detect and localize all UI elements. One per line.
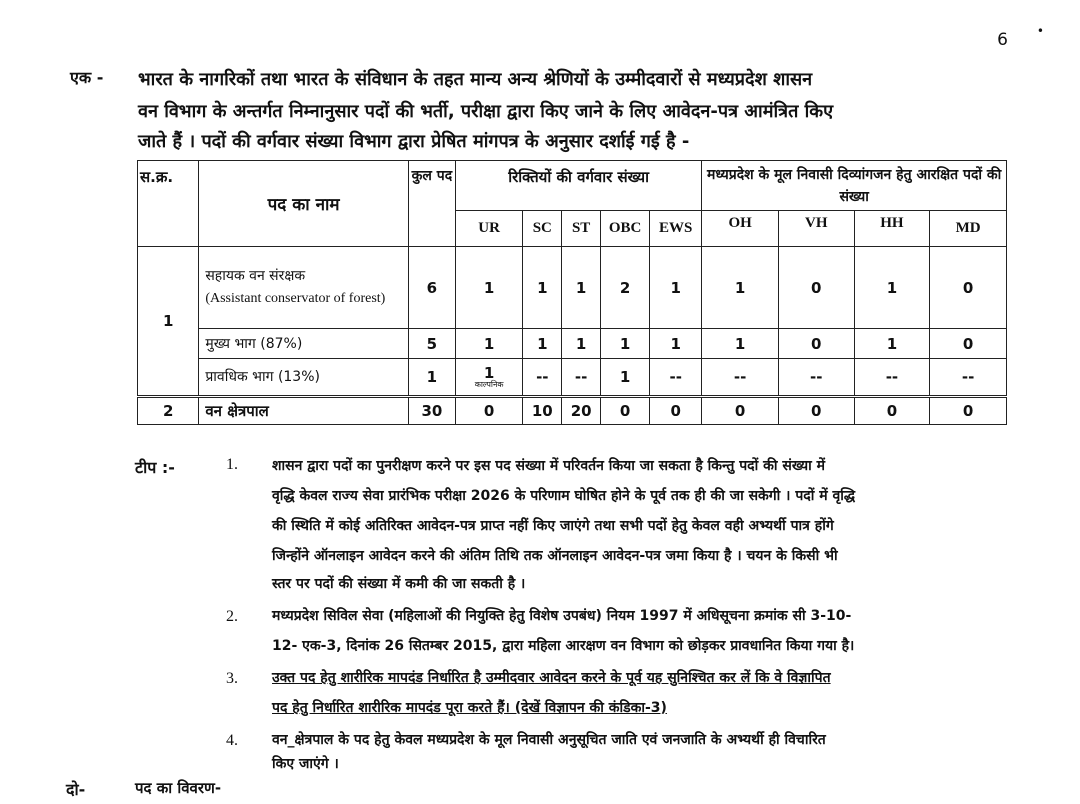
intro-line-2: वन विभाग के अन्तर्गत निम्नानुसार पदों की भर्ती, परीक्षा द्वारा किए जाने के लिए आवेदन-पत्र आमंत्रित किए [138,101,834,122]
cell-value: 2 [601,247,650,329]
table-row [138,247,1007,329]
header-disability-group: मध्यप्रदेश के मूल निवासी दिव्यांगजन हेतु आरक्षित पदों की संख्या [702,161,1007,211]
note-number: 3. [226,670,238,687]
header-st: ST [562,211,601,247]
cell-value: 1 [562,329,601,359]
row-total-technical: 1 [408,359,455,397]
cell-value: -- [523,359,562,397]
note-1-line-5: स्तर पर पदों की संख्या में कमी की जा सकती है । [272,576,526,592]
cell-value: -- [562,359,601,397]
cell-value: 1 [854,247,930,329]
note-number: 1. [226,456,238,473]
post-name-hi: सहायक वन संरक्षक [205,268,306,284]
note-4-line-1: वन_क्षेत्रपाल के पद हेतु केवल मध्यप्रदेश के मूल निवासी अनुसूचित जाति एवं जनजाति के अभ्यर्थी ही विचारित [272,732,826,748]
row-post-technical: प्रावधिक भाग (13%) [199,359,409,397]
cell-value: -- [778,359,854,397]
row-total-1: 6 [408,247,455,329]
cell-value: -- [650,359,702,397]
cell-value: 1 [523,329,562,359]
header-oh: OH [702,211,779,247]
cell-value: 0 [778,247,854,329]
cell-value: 0 [854,397,930,425]
cell-value: 0 [778,397,854,425]
note-2-line-1: मध्यप्रदेश सिविल सेवा (महिलाओं की नियुक्ति हेतु विशेष उपबंध) नियम 1997 में अधिसूचना क्रमांक सी 3-10- [272,608,852,624]
row-total-main: 5 [408,329,455,359]
intro-line-3: जाते हैं । पदों की वर्गवार संख्या विभाग द्वारा प्रेषित मांगपत्र के अनुसार दर्शाई गई है - [138,131,690,152]
note-1-line-4: जिन्होंने ऑनलाइन आवेदन करने की अंतिम तिथि तक ऑनलाइन आवेदन-पत्र जमा किया है । चयन के किसी भी [272,548,838,564]
note-1-line-2: वृद्धि केवल राज्य सेवा प्रारंभिक परीक्षा 2026 के परिणाम घोषित होने के पूर्व तक ही की जा सकेगी । पदों में वृद्धि [272,488,856,504]
cell-value: -- [854,359,930,397]
header-ews: EWS [650,211,702,247]
row-post-2: वन क्षेत्रपाल [199,397,409,425]
note-3-line-2: पद हेतु निर्धारित शारीरिक मापदंड पूरा करते हैं। (देखें विज्ञापन की कंडिका-3) [272,700,667,716]
row-serial-1: 1 [138,247,199,397]
section-two-text: पद का विवरण- [135,779,222,797]
cell-value: 0 [930,247,1007,329]
header-hh: HH [854,211,930,247]
header-post-name: पद का नाम [199,161,409,247]
note-number: 4. [226,732,238,749]
cell-value: -- [702,359,779,397]
note-4-line-2: किए जाएंगे । [272,756,339,772]
header-serial: स.क्र. [138,161,199,247]
cell-value: 1 [650,329,702,359]
note-2-line-2: 12- एक-3, दिनांक 26 सितम्बर 2015, द्वारा महिला आरक्षण वन विभाग को छोड़कर प्रावधानित किया गया है। [272,638,855,654]
note-number: 2. [226,608,238,625]
cell-value: 1 [601,359,650,397]
header-row-top [138,161,1007,211]
table-row [138,397,1007,425]
cell-value: 1 [455,329,522,359]
cell-value: 1 [562,247,601,329]
cell-value: 1 [455,247,522,329]
cell-value: 10 [523,397,562,425]
header-category-group: रिक्तियों की वर्गवार संख्या [455,161,701,211]
post-name-en: (Assistant conservator of forest) [205,291,386,306]
cell-value: 0 [930,329,1007,359]
cell-value: 1 [650,247,702,329]
cell-value: 1 [702,247,779,329]
note-1-line-1: शासन द्वारा पदों का पुनरीक्षण करने पर इस पद संख्या में परिवर्तन किया जा सकता है किन्तु पदों की संख्या में [272,458,825,474]
ur-note: काल्पनिक [474,379,504,389]
cell-value: 1 [523,247,562,329]
vacancy-table [137,160,1007,425]
cell-value-ur-notional [455,359,522,397]
cell-value: 1 [601,329,650,359]
cell-value: 1 [854,329,930,359]
cell-value: 0 [650,397,702,425]
row-serial-2: 2 [138,397,199,425]
header-sc: SC [523,211,562,247]
cell-value: -- [930,359,1007,397]
table-row [138,359,1007,397]
intro-line-1: भारत के नागरिकों तथा भारत के संविधान के तहत मान्य अन्य श्रेणियों के उम्मीदवारों से मध्यप्रदेश शासन [138,69,813,90]
cell-value: 0 [455,397,522,425]
section-two-label: दो- [66,780,86,799]
header-vh: VH [778,211,854,247]
row-post-main: मुख्य भाग (87%) [199,329,409,359]
corner-mark: • [1036,24,1044,38]
ur-value: 1 [483,363,495,382]
notes-label: टीप :- [135,458,175,477]
page-number: 6 [997,30,1008,50]
section-one-label: एक - [70,68,104,87]
table-row [138,329,1007,359]
cell-value: 0 [778,329,854,359]
note-3-line-1: उक्त पद हेतु शारीरिक मापदंड निर्धारित है उम्मीदवार आवेदन करने के पूर्व यह सुनिश्चित कर लें कि वे विज्ञापित [272,670,831,686]
cell-value: 20 [562,397,601,425]
cell-value: 0 [601,397,650,425]
cell-value: 0 [702,397,779,425]
row-post-1 [199,247,409,329]
note-1-line-3: की स्थिति में कोई अतिरिक्त आवेदन-पत्र प्राप्त नहीं किए जाएंगे तथा सभी पदों हेतु केवल वही अभ्यर्थी पात्र होंगे [272,518,834,534]
cell-value: 0 [930,397,1007,425]
cell-value: 1 [702,329,779,359]
header-obc: OBC [601,211,650,247]
header-md: MD [930,211,1007,247]
header-total: कुल पद [408,161,455,247]
header-ur: UR [455,211,522,247]
row-total-2: 30 [408,397,455,425]
